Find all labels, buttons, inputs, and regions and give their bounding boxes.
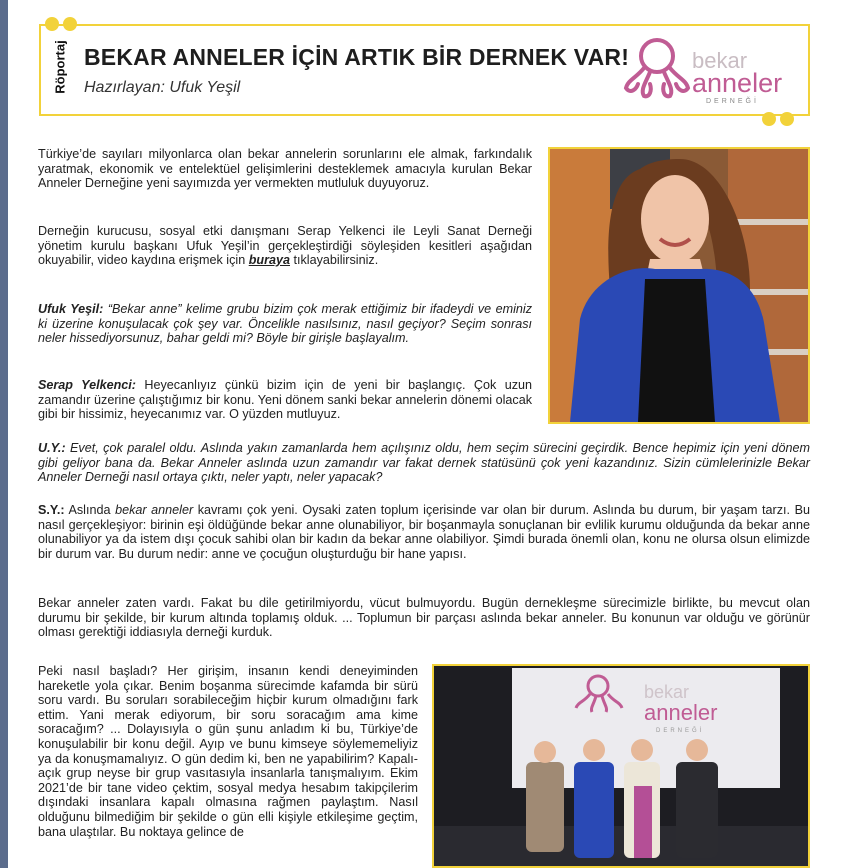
body-paragraph-continued: Peki nasıl başladı? Her girişim, insanın kendi deneyiminden hareketle yola çıkar. Benim boşanma sürecimde kafamda bir sürü soru vardı. Bu soruları sorabileceğim hiçbir kurum olmadığını fark ettim. Yani merak ediyorum, bir soru soracağım ama kime soracağım? ... Dolayısıyla o gün şunu anladım ki bu, Türkiye’de konuşulabilir bir konu değil. Ayıp ve bunu kimseye söylememeliyiz ya da konuşmamalıyız. O gün dedim ki, ben ne yapabilirim? Kapalı-açık grup neyse bir grup vasıtasıyla insanlarla tanışmalıyım. Ekim 2021’de bir tane video çektim, sosyal medya hesabım takipçilerim dışındaki insanlara kapalı olmasına rağmen paylaştım. Nasıl olduğunu bilmediğim bir şekilde o gün elli kişiyle etkileşime geçtim, bana ulaştılar. Bu noktaya gelince de — [38, 664, 418, 839]
magazine-page — [8, 0, 844, 868]
screen-word-anneler: anneler — [644, 700, 718, 725]
answer-paragraph-2 — [38, 503, 810, 561]
answer-text: Heyecanlıyız çünkü bizim için de yeni bir başlangıç. Çok uzun zamandır üzerine çalıştığımız bir konu. Yeni dönem sanki bekar annelerin dönemi olacak gibi bir hissimiz, heyecanımız var. O yüzden mutluyuz. — [38, 378, 533, 422]
article-byline: Hazırlayan: Ufuk Yeşil — [84, 79, 241, 96]
logo-word-bekar: bekar — [692, 48, 748, 73]
body-paragraph: Bekar anneler zaten vardı. Fakat bu dile getirilmiyordu, vücut bulmuyordu. Bugün dernekleşme sürecimizle birlikte, bu mevcut olan durumu bir şekilde, bir kurum altında toplamış olduk. ... Toplumun bir parçası aslında bekar anneler. Bu konunun var olduğu ve görünür olması gerektiği iddiasıyla derneği kurduk. — [38, 596, 810, 640]
answer-text-pre: Aslında — [68, 503, 111, 517]
decor-dot — [780, 112, 794, 126]
source-text: Derneğin kurucusu, sosyal etki danışmanı Serap Yelkenci ile Leyli Sanat Derneği yönetim kurulu başkanı Ufuk Yeşil’in gerçekleştirdiği söyleşiden kesitleri aşağıdan okuyabilir, video kaydına erişmek için — [38, 224, 532, 268]
question-paragraph-2 — [38, 441, 810, 485]
source-text-end: tıklayabilirsiniz. — [293, 253, 379, 268]
answer-text: kavramı çok yeni. Oysaki zaten toplum içerisinde var olan bir durum. Aslında bu durum, bir yaşam tarzı. Bu nasıl gerçekleşiyor: birinin eşi öldüğünde bekar anne olunabiliyor, bir boşanmayla sonuçlanan bir evlilik kurumu olduğunda da bekar anne olunabiliyor ya da istem dışı çocuk sahibi olan bir kadın da bekar anne olabiliyor. Şimdi burada önemli olan, konu ne olursa olsun elimizde bir durum var. Bu durum nedir: anne ve çocuğun oluşturduğu bir hane yapısı. — [38, 503, 810, 561]
logo-word-anneler: anneler — [692, 68, 783, 98]
section-label — [50, 25, 70, 109]
octopus-icon — [622, 34, 692, 104]
decor-dot — [762, 112, 776, 126]
event-illustration — [434, 666, 808, 866]
article-title: BEKAR ANNELER İÇİN ARTIK BİR DERNEK VAR! — [84, 44, 630, 70]
portrait-photo — [548, 147, 810, 424]
emphasis-term: bekar anneler — [115, 503, 194, 517]
answer-paragraph-1 — [38, 378, 532, 422]
screen-word-dernegi: DERNEĞİ — [656, 728, 705, 734]
speaker-name: Ufuk Yeşil: — [38, 302, 104, 316]
screen-word-bekar: bekar — [644, 682, 690, 702]
source-paragraph — [38, 224, 532, 268]
intro-paragraph: Türkiye’de sayıları milyonlarca olan bekar annelerin sorunlarını ele almak, farkındalık yaratmak, ekonomik ve entelektüel gelişimlerini desteklemek amacıyla kurulan Bekar Anneler Derneğine yeni sayımızda yer vermekten mutluluk duyuyoruz. — [38, 147, 532, 191]
question-text: Evet, çok paralel oldu. Aslında yakın zamanlarda hem açılışınız oldu, hem seçim sürecini geçirdik. Bence hepimiz için yeni dönem gibi geliyor bana da. Bekar Anneler aslında uzun zamandır var fakat dernek statüsünü çok yeni kazandınız. Sizin cümlelerinizle Bekar Anneler Derneği nasıl ortaya çıktı, neler yaptı, neler yapacak? — [38, 441, 810, 485]
event-photo — [432, 664, 810, 868]
speaker-initials: U.Y.: — [38, 441, 66, 455]
question-text: “Bekar anne” kelime grubu bizim çok merak ettiğimiz bir ifadeydi ve eminiz ki üzerine konuşulacak çok şey var. Öncelikle nasılsınız, nasıl geçiyor? Seçim sonrası neler hissediyorsunuz, bahar geldi mi? Böyle bir girişle başlayalım. — [38, 302, 533, 346]
video-link[interactable]: buraya — [248, 253, 291, 268]
brand-logo — [622, 34, 792, 106]
logo-word-dernegi: DERNEĞİ — [706, 98, 759, 105]
speaker-initials: S.Y.: — [38, 503, 65, 517]
header-dots-bottom — [762, 112, 794, 126]
speaker-name: Serap Yelkenci: — [38, 378, 136, 392]
portrait-illustration — [550, 149, 808, 422]
question-paragraph-1 — [38, 302, 532, 346]
section-label-text: Röportaj — [52, 40, 68, 94]
